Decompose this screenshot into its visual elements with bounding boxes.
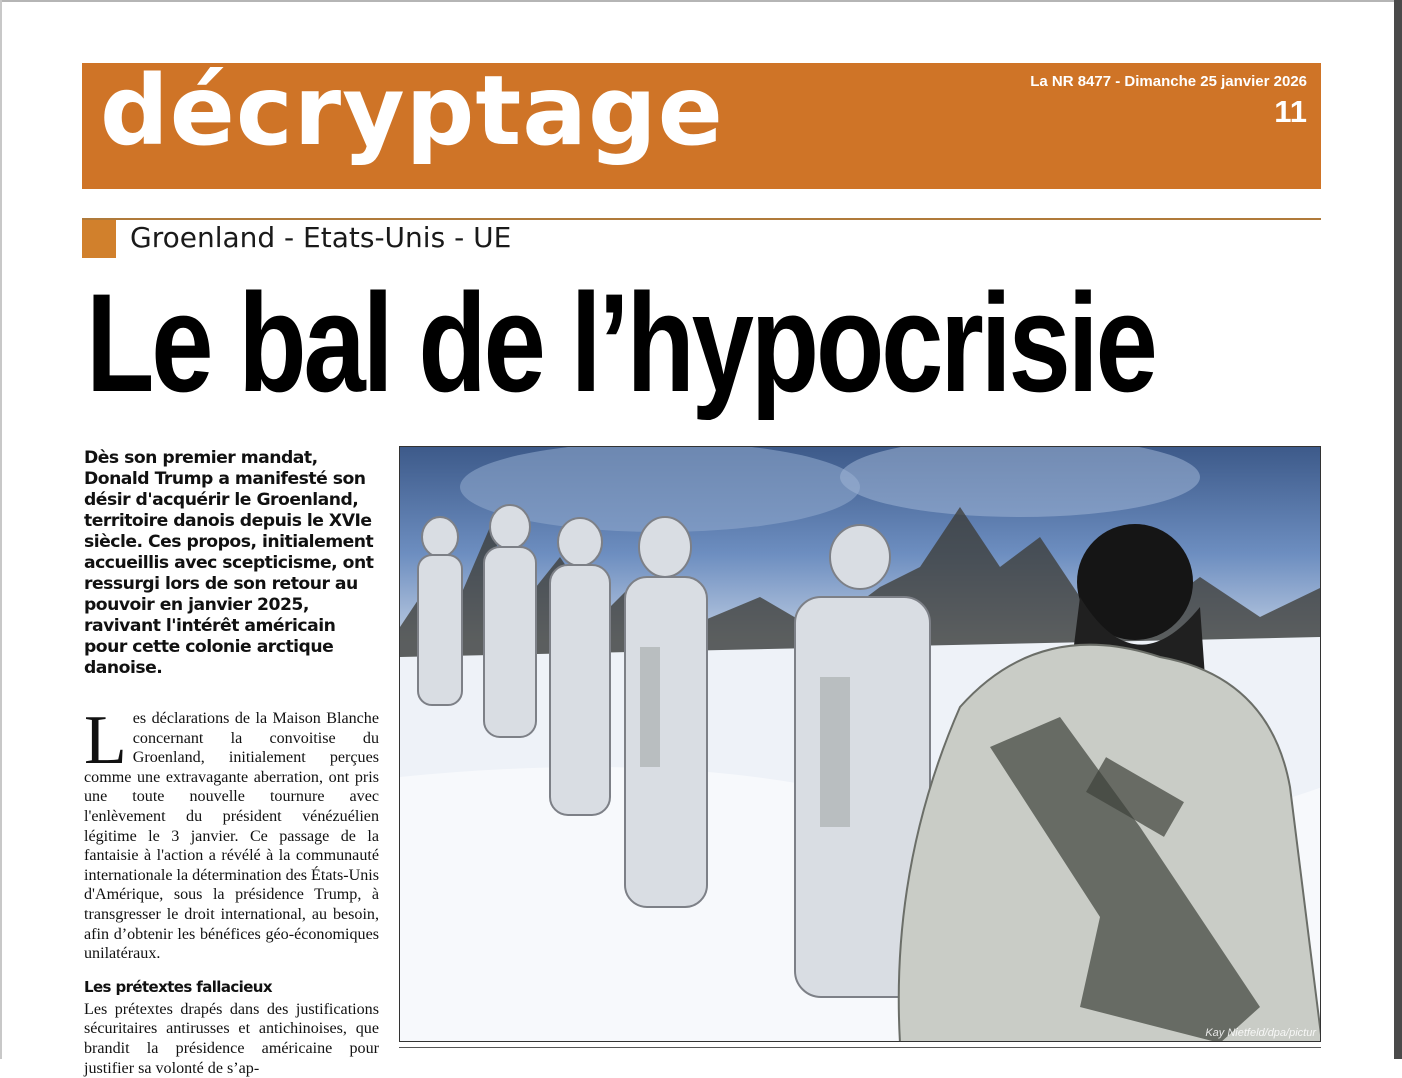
section-title: décryptage xyxy=(100,55,724,167)
article-headline: Le bal de l’hypocrisie xyxy=(86,264,1155,421)
section-banner xyxy=(82,55,1321,189)
issue-info: La NR 8477 - Dimanche 25 janvier 2026 xyxy=(1030,73,1307,90)
article-subhead: Les prétextes fallacieux xyxy=(84,977,272,996)
text-column xyxy=(84,448,379,1078)
article-kicker: Groenland - Etats-Unis - UE xyxy=(130,221,512,254)
article-photo xyxy=(399,446,1321,1042)
kicker-marker xyxy=(82,220,116,258)
article-paragraph xyxy=(84,702,379,964)
article-lead: Dès son premier mandat, Donald Trump a manifesté son désir d'acquérir le Groenland, territoire danois depuis le XVIe siècle. Ces propos, initialement accueillis avec scepticisme, ont ressurgi lors de son retour au pouvoir en janvier 2025, ravivant l'intérêt américain pour cette colonie arctique danoise. xyxy=(84,448,374,678)
photo-credit: Kay Nietfeld/dpa/pictur xyxy=(1205,1027,1316,1039)
drop-cap: L xyxy=(84,702,127,779)
viewer-scrollbar[interactable] xyxy=(1394,0,1402,1059)
page-number: 11 xyxy=(1274,94,1307,129)
kicker-rule xyxy=(82,218,1321,220)
page-frame-left xyxy=(0,0,2,1059)
photo-illustration xyxy=(400,447,1321,1042)
page-frame-top xyxy=(0,0,1402,2)
paragraph-text: es déclarations de la Maison Blanche concernant la convoitise du Groenland, initialement perçues comme une extravagante aberration, ont pris une toute nouvelle tournure avec l'enlèvement du président vénézuélien légitime le 3 janvier. Ce passage de la fantaisie à l'action a révélé à la communauté internationale la détermination des États-Unis d'Amérique, sous la présidence Trump, à transgresser le droit international, au besoin, afin d’obtenir les bénéfices géo-économiques unilatéraux. xyxy=(84,710,379,963)
article-paragraph-2: Les prétextes drapés dans des justifications sécuritaires antirusses et antichinoises, que brandit la présidence américaine pour justifier sa volonté de s’ap- xyxy=(84,1000,379,1077)
photo-caption-rule xyxy=(399,1047,1321,1048)
